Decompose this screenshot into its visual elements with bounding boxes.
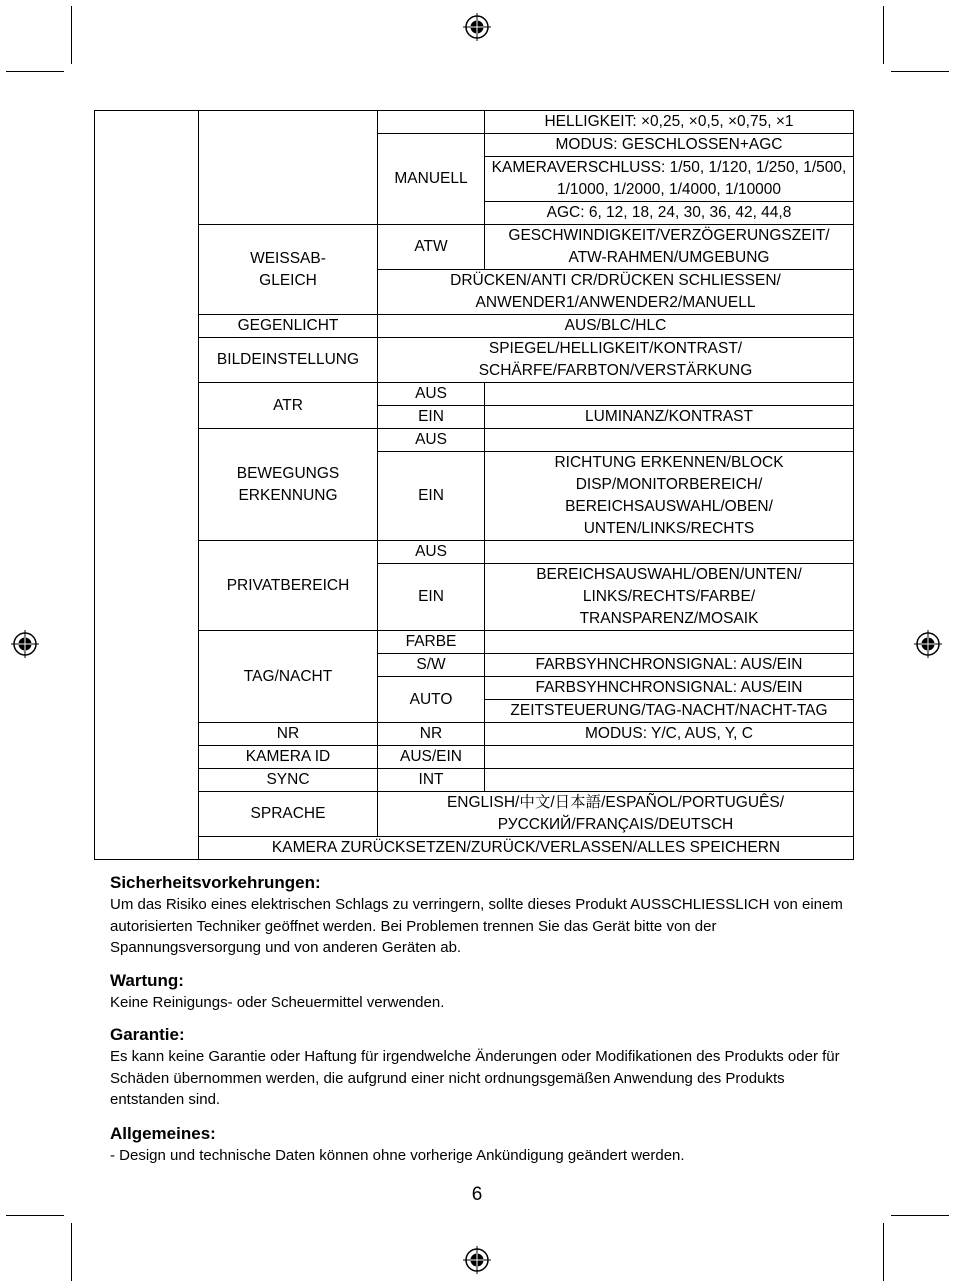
table-cell: S/W (378, 654, 485, 677)
table-cell: ZEITSTEUERUNG/TAG-NACHT/NACHT-TAG (485, 700, 854, 723)
empty-menu-cell (95, 111, 199, 860)
empty-cell (485, 631, 854, 654)
table-row (95, 429, 854, 452)
table-cell: SPRACHE (199, 792, 378, 837)
table-cell: MODUS: Y/C, AUS, Y, C (485, 723, 854, 746)
table-cell: NR (199, 723, 378, 746)
table-row (95, 541, 854, 564)
registration-mark-icon (462, 12, 492, 42)
section-heading: Sicherheitsvorkehrungen: (110, 873, 321, 892)
empty-cell (485, 769, 854, 792)
table-cell: ATR (199, 383, 378, 429)
section-heading: Allgemeines: (110, 1124, 216, 1143)
table-cell: ATW (378, 225, 485, 270)
table-cell: INT (378, 769, 485, 792)
registration-mark-icon (913, 629, 943, 659)
empty-cell (485, 383, 854, 406)
crop-mark (6, 1215, 64, 1216)
table-row (95, 631, 854, 654)
table-cell: BILDEINSTELLUNG (199, 338, 378, 383)
table-cell: GEGENLICHT (199, 315, 378, 338)
table-cell: TAG/NACHT (199, 631, 378, 723)
table-cell: KAMERAVERSCHLUSS: 1/50, 1/120, 1/250, 1/500, 1/1000, 1/2000, 1/4000, 1/10000 (485, 157, 854, 202)
table-cell: AUS (378, 541, 485, 564)
warranty-section (110, 1024, 845, 1111)
crop-mark (71, 1223, 72, 1281)
table-cell: PRIVATBEREICH (199, 541, 378, 631)
table-cell: RICHTUNG ERKENNEN/BLOCK DISP/MONITORBEREICH/ BEREICHSAUSWAHL/OBEN/ UNTEN/LINKS/RECHTS (485, 452, 854, 541)
section-heading: Wartung: (110, 971, 184, 990)
registration-mark-icon (462, 1245, 492, 1275)
table-row (95, 769, 854, 792)
section-heading: Garantie: (110, 1025, 185, 1044)
table-cell: FARBSYHNCHRONSIGNAL: AUS/EIN (485, 654, 854, 677)
table-cell: LUMINANZ/KONTRAST (485, 406, 854, 429)
empty-menu-cell (199, 111, 378, 225)
table-row (95, 315, 854, 338)
table-cell: EIN (378, 564, 485, 631)
table-row (95, 111, 854, 134)
table-cell: SPIEGEL/HELLIGKEIT/KONTRAST/ SCHÄRFE/FARBTON/VERSTÄRKUNG (378, 338, 854, 383)
section-text: Keine Reinigungs- oder Scheuermittel verwenden. (110, 994, 445, 1011)
section-text: Um das Risiko eines elektrischen Schlags zu verringern, sollte dieses Produkt AUSSCHLIESSLICH von einem autorisierten Techniker geöffnet werden. Bei Problemen trennen Sie das Gerät bitte von der Spannungsversorgung und von anderen Geräten ab. (110, 896, 843, 956)
table-cell: AUS/EIN (378, 746, 485, 769)
table-cell: AUS/BLC/HLC (378, 315, 854, 338)
table-cell: DRÜCKEN/ANTI CR/DRÜCKEN SCHLIESSEN/ ANWENDER1/ANWENDER2/MANUELL (378, 270, 854, 315)
crop-mark (6, 71, 64, 72)
empty-cell (485, 746, 854, 769)
empty-cell (485, 429, 854, 452)
registration-mark-icon (10, 629, 40, 659)
table-cell: AUTO (378, 677, 485, 723)
maintenance-section (110, 970, 845, 1014)
crop-mark (891, 1215, 949, 1216)
table-cell: WEISSAB- GLEICH (199, 225, 378, 315)
safety-section (110, 872, 845, 959)
table-cell: GESCHWINDIGKEIT/VERZÖGERUNGSZEIT/ ATW-RAHMEN/UMGEBUNG (485, 225, 854, 270)
page-number: 6 (471, 1184, 483, 1205)
crop-mark (883, 1223, 884, 1281)
table-row (95, 383, 854, 406)
table-cell: BEREICHSAUSWAHL/OBEN/UNTEN/ LINKS/RECHTS/FARBE/ TRANSPARENZ/MOSAIK (485, 564, 854, 631)
table-row (95, 746, 854, 769)
empty-cell (485, 541, 854, 564)
table-cell: NR (378, 723, 485, 746)
section-text: - Design und technische Daten können ohne vorherige Ankündigung geändert werden. (110, 1147, 685, 1164)
general-section (110, 1123, 845, 1167)
crop-mark (71, 6, 72, 64)
settings-table (94, 110, 854, 860)
table-cell: KAMERA ZURÜCKSETZEN/ZURÜCK/VERLASSEN/ALLES SPEICHERN (199, 837, 854, 860)
table-row (95, 723, 854, 746)
table-cell: EIN (378, 406, 485, 429)
table-cell: KAMERA ID (199, 746, 378, 769)
table-cell: AUS (378, 429, 485, 452)
empty-cell (378, 111, 485, 134)
table-cell: EIN (378, 452, 485, 541)
table-cell: BEWEGUNGS ERKENNUNG (199, 429, 378, 541)
table-cell: SYNC (199, 769, 378, 792)
table-cell: ENGLISH/中文/日本語/ESPAÑOL/PORTUGUÊS/ РУССКИЙ/FRANÇAIS/DEUTSCH (378, 792, 854, 837)
section-text: Es kann keine Garantie oder Haftung für irgendwelche Änderungen oder Modifikationen des Produkts oder für Schäden übernommen werden, die aufgrund einer nicht ordnungsgemäßen Anwendung des Produkts entstanden sind. (110, 1048, 840, 1108)
table-cell: MODUS: GESCHLOSSEN+AGC (485, 134, 854, 157)
table-cell: MANUELL (378, 134, 485, 225)
crop-mark (883, 6, 884, 64)
table-cell: FARBE (378, 631, 485, 654)
table-cell: HELLIGKEIT: ×0,25, ×0,5, ×0,75, ×1 (485, 111, 854, 134)
table-cell: AUS (378, 383, 485, 406)
table-row (95, 837, 854, 860)
table-cell: AGC: 6, 12, 18, 24, 30, 36, 42, 44,8 (485, 202, 854, 225)
table-cell: FARBSYHNCHRONSIGNAL: AUS/EIN (485, 677, 854, 700)
crop-mark (891, 71, 949, 72)
